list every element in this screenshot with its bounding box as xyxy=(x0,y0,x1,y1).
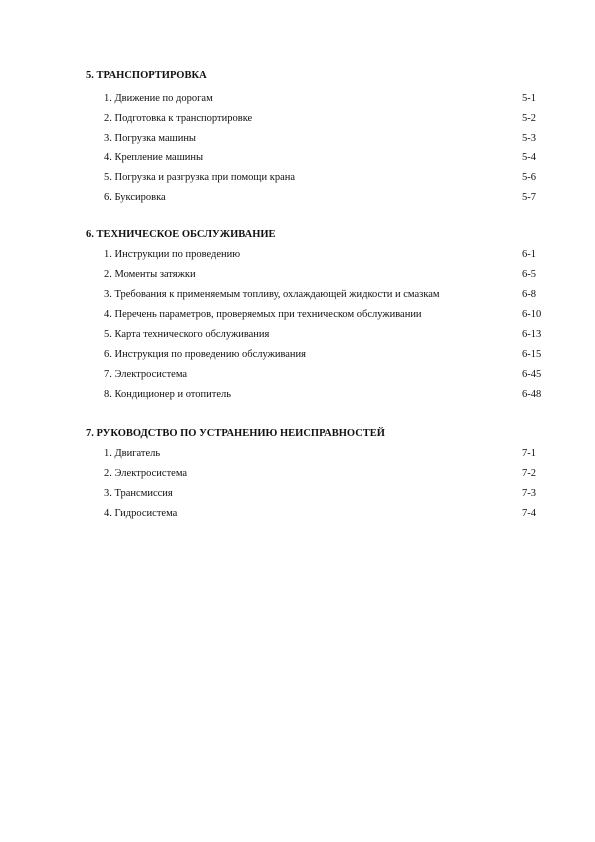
toc-entry[interactable] xyxy=(0,448,595,462)
toc-entry-page: 5-6 xyxy=(522,172,536,184)
toc-entry-page: 5-1 xyxy=(522,93,536,104)
toc-entry-label: 4. Крепление машины xyxy=(104,152,204,164)
toc-entry-page: 5-3 xyxy=(522,132,536,144)
toc-entry[interactable] xyxy=(0,249,595,263)
toc-entry-label: 3. Погрузка машины xyxy=(104,132,196,144)
toc-entry[interactable] xyxy=(0,488,595,502)
toc-entry-page: 5-2 xyxy=(522,112,536,124)
toc-entry-page: 6-8 xyxy=(522,289,536,300)
toc-entry[interactable] xyxy=(0,93,595,107)
toc-entry[interactable] xyxy=(0,269,595,283)
toc-entry-label: 1. Инструкции по проведению xyxy=(104,249,241,260)
toc-entry-label: 1. Движение по дорогам xyxy=(104,93,213,104)
toc-entry[interactable] xyxy=(0,508,595,522)
toc-entry-label: 4. Перечень параметров, проверяемых при техническом обслуживании xyxy=(104,309,422,320)
section-title: 6. ТЕХНИЧЕСКОЕ ОБСЛУЖИВАНИЕ xyxy=(86,229,276,240)
toc-entry[interactable] xyxy=(0,172,595,186)
toc-entry-page: 7-4 xyxy=(522,508,536,519)
toc-entry-page: 6-15 xyxy=(522,349,542,360)
toc-entry-page: 7-3 xyxy=(522,488,536,499)
toc-entry-label: 1. Двигатель xyxy=(104,448,161,459)
toc-entry-label: 3. Требования к применяемым топливу, охлаждающей жидкости и смазкам xyxy=(104,289,440,300)
toc-entry-label: 3. Трансмиссия xyxy=(104,488,173,499)
toc-entry-page: 5-7 xyxy=(522,192,536,203)
toc-entry[interactable] xyxy=(0,389,595,403)
toc-entry-label: 6. Инструкция по проведению обслуживания xyxy=(104,349,307,360)
toc-entry-page: 6-10 xyxy=(522,309,542,320)
toc-entry-page: 6-5 xyxy=(522,269,536,280)
toc-entry[interactable] xyxy=(0,192,595,206)
toc-entry[interactable] xyxy=(0,329,595,343)
toc-entry-label: 2. Подготовка к транспортировке xyxy=(104,112,253,124)
toc-entry[interactable] xyxy=(0,369,595,383)
toc-entry[interactable] xyxy=(0,133,595,147)
toc-entry-page: 6-1 xyxy=(522,249,536,260)
toc-entry[interactable] xyxy=(0,309,595,323)
toc-entry[interactable] xyxy=(0,152,595,166)
toc-entry[interactable] xyxy=(0,468,595,482)
section-title: 7. РУКОВОДСТВО ПО УСТРАНЕНИЮ НЕИСПРАВНОСТЕЙ xyxy=(86,428,385,439)
toc-entry-label: 8. Кондиционер и отопитель xyxy=(104,389,232,400)
toc-entry-label: 4. Гидросистема xyxy=(104,508,178,519)
toc-entry-page: 7-2 xyxy=(522,468,536,479)
toc-entry-page: 6-48 xyxy=(522,389,542,400)
toc-entry-label: 5. Карта технического обслуживания xyxy=(104,329,270,340)
toc-entry-page: 6-45 xyxy=(522,369,542,380)
toc-entry-page: 5-4 xyxy=(522,152,536,164)
toc-entry-label: 2. Моменты затяжки xyxy=(104,269,196,280)
section-title: 5. ТРАНСПОРТИРОВКА xyxy=(86,70,207,81)
toc-entry-page: 7-1 xyxy=(522,448,536,459)
toc-entry-label: 5. Погрузка и разгрузка при помощи крана xyxy=(104,172,296,184)
toc-entry[interactable] xyxy=(0,349,595,363)
toc-entry[interactable] xyxy=(0,289,595,303)
toc-entry-label: 2. Электросистема xyxy=(104,468,188,479)
toc-entry-page: 6-13 xyxy=(522,329,542,340)
toc-entry[interactable] xyxy=(0,113,595,127)
toc-entry-label: 6. Буксировка xyxy=(104,192,166,203)
toc-entry-label: 7. Электросистема xyxy=(104,369,188,380)
